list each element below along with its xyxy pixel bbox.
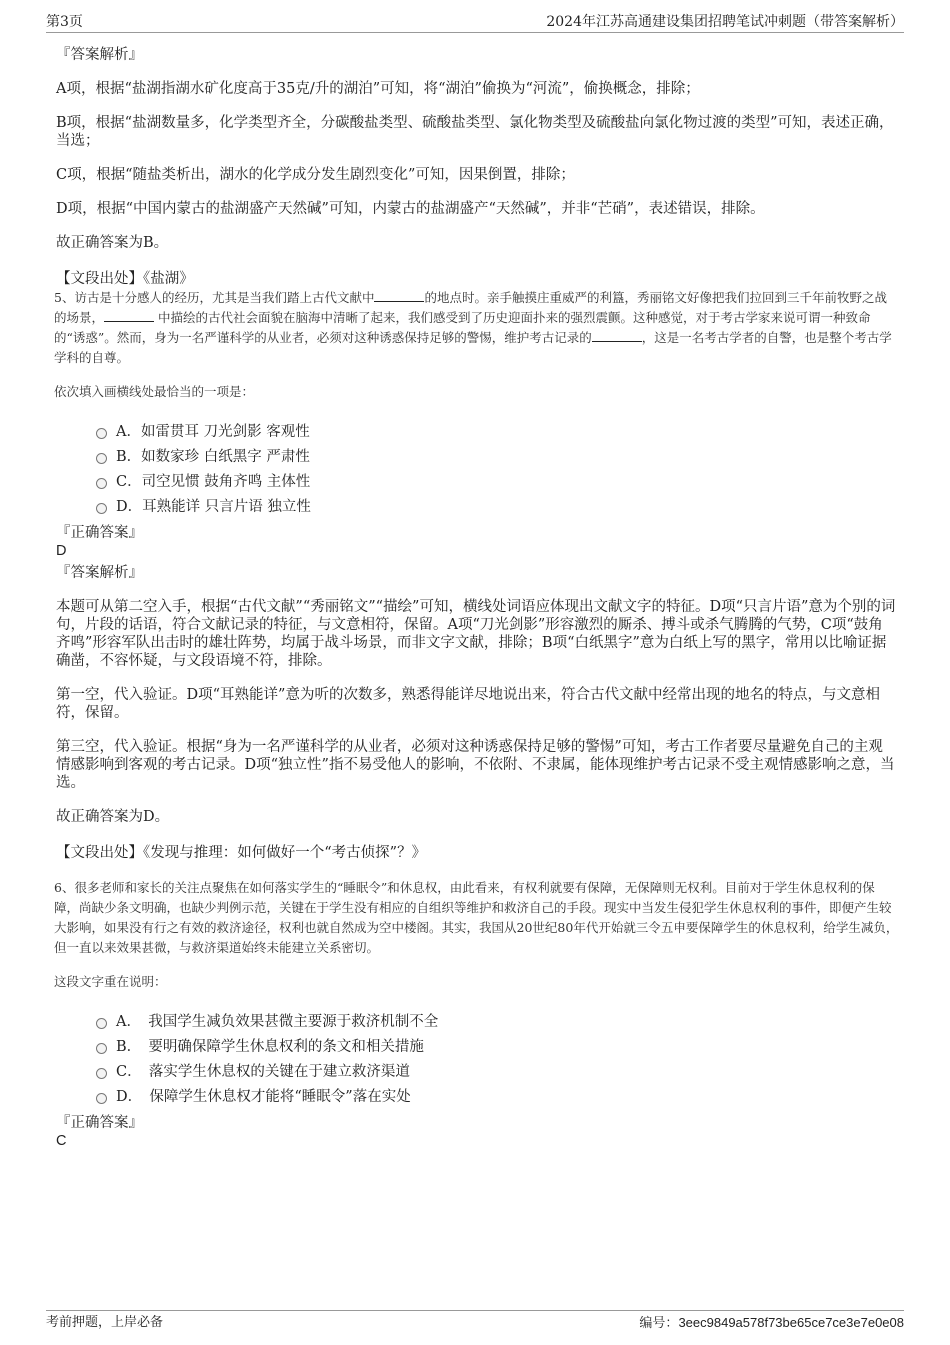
- document-body: [54, 46, 899, 1150]
- q5-analysis-2: 第一空，代入验证。D项“耳熟能详”意为听的次数多，熟悉得能详尽地说出来，符合古代文献中经常出现的地名的特点，与文意相符，保留。: [56, 687, 880, 721]
- page-number: 第3页: [46, 14, 83, 30]
- q5-options: [96, 420, 896, 520]
- radio-icon[interactable]: [96, 428, 107, 439]
- q5-option-d[interactable]: D．耳熟能详 只言片语 独立性: [96, 495, 896, 520]
- q4-source: 【文段出处】《盐湖》: [56, 271, 194, 287]
- q5-analysis-1: 本题可从第二空入手，根据“古代文献”“秀丽铭文”“描绘”可知，横线处词语应体现出文献文字的特征。D项“只言片语”意为个别的词句，片段的话语，符合文献记录的特征，与文意相符，保留。A项“刀光剑影”形容激烈的厮杀、搏斗或杀气腾腾的气势，C项“鼓角齐鸣”形容军队出击时的雄壮阵势，均属于战斗场景，而非文字文献，排除；B项“白纸黑字”意为白纸上写的黑字，常用以比喻证据确凿，不容怀疑，与文段语境不符，排除。: [56, 599, 896, 669]
- q5-answer-label: 『正确答案』: [56, 525, 143, 541]
- q5-option-b[interactable]: B．如数家珍 白纸黑字 严肃性: [96, 445, 896, 470]
- q6-option-c[interactable]: C． 落实学生休息权的关键在于建立救济渠道: [96, 1060, 896, 1085]
- q5-stem: 5、访古是十分感人的经历，尤其是当我们踏上古代文献中 的地点时。亲手触摸庄重威严的利簋，秀丽铭文好像把我们拉回到三千年前牧野之战的场景， 中描绘的古代社会面貌在脑海中清晰了起来，我们感受到了历史迎面扑来的强烈震颤。这种感觉，对于考古学家来说可谓一种致命的“诱惑”。然而，身为一名严谨科学的从业者，必须对这种诱惑保持足够的警惕，维护考古记录的 ，这是一名考古学者的自警，也是整个考古学学科的自尊。: [54, 290, 892, 365]
- q6-option-d[interactable]: D． 保障学生休息权才能将“睡眠令”落在实处: [96, 1085, 896, 1110]
- q6-options: [96, 1010, 896, 1110]
- code-value: 3eec9849a578f73be65ce7ce3e7e0e08: [678, 1315, 904, 1330]
- radio-icon[interactable]: [96, 503, 107, 514]
- q4-analysis-label: 『答案解析』: [56, 47, 143, 63]
- q6-answer-label: 『正确答案』: [56, 1115, 143, 1131]
- footer-slogan: 考前押题，上岸必备: [46, 1315, 164, 1330]
- q6-answer: C: [56, 1133, 67, 1149]
- q6-prompt: 这段文字重在说明：: [54, 974, 167, 989]
- q6-option-a[interactable]: A． 我国学生减负效果甚微主要源于救济机制不全: [96, 1010, 896, 1035]
- footer-code: [639, 1313, 904, 1334]
- q5-option-a[interactable]: A．如雷贯耳 刀光剑影 客观性: [96, 420, 896, 445]
- document-title: 2024年江苏高通建设集团招聘笔试冲刺题（带答案解析）: [546, 14, 904, 30]
- radio-icon[interactable]: [96, 478, 107, 489]
- radio-icon[interactable]: [96, 1093, 107, 1104]
- q6-option-b[interactable]: B． 要明确保障学生休息权利的条文和相关措施: [96, 1035, 896, 1060]
- q4-analysis-c: C项，根据“随盐类析出，湖水的化学成分发生剧烈变化”可知，因果倒置，排除；: [56, 167, 575, 183]
- q4-analysis-d: D项，根据“中国内蒙古的盐湖盛产天然碱”可知，内蒙古的盐湖盛产“天然碱”，并非“芒硝”，表述错误，排除。: [56, 201, 765, 217]
- radio-icon[interactable]: [96, 1068, 107, 1079]
- radio-icon[interactable]: [96, 1043, 107, 1054]
- q6-stem: 6、很多老师和家长的关注点聚焦在如何落实学生的“睡眠令”和休息权，由此看来，有权利就要有保障，无保障则无权利。目前对于学生休息权利的保障，尚缺少条文明确，也缺少判例示范，关键在于学生没有相应的自组织等维护和救济自己的手段。现实中当发生侵犯学生休息权利的事件，即便产生较大影响，如果没有行之有效的救济途径，权利也就自然成为空中楼阁。其实，我国从20世纪80年代开始就三令五申要保障学生的休息权利，给学生减负，但一直以来效果甚微，与救济渠道始终未能建立关系密切。: [54, 880, 899, 955]
- q5-source: 【文段出处】《发现与推理：如何做好一个“考古侦探”？》: [56, 845, 427, 861]
- q5-conclusion: 故正确答案为D。: [56, 809, 170, 825]
- code-label: 编号：: [639, 1316, 679, 1331]
- q5-analysis-label: 『答案解析』: [56, 565, 143, 581]
- q5-blank-3: [592, 328, 642, 342]
- radio-icon[interactable]: [96, 453, 107, 464]
- page-header: [46, 12, 904, 33]
- q5-blank-1: [374, 288, 424, 302]
- q4-analysis-b: B项，根据“盐湖数量多，化学类型齐全，分碳酸盐类型、硫酸盐类型、氯化物类型及硫酸盐向氯化物过渡的类型”可知，表述正确，当选；: [56, 115, 894, 149]
- q5-blank-2: [104, 308, 154, 322]
- radio-icon[interactable]: [96, 1018, 107, 1029]
- page-footer: [46, 1310, 904, 1333]
- q4-conclusion: 故正确答案为B。: [56, 235, 169, 251]
- q4-analysis-a: A项，根据“盐湖指湖水矿化度高于35克/升的湖泊”可知，将“湖泊”偷换为“河流”，偷换概念，排除；: [56, 81, 700, 97]
- q5-analysis-3: 第三空，代入验证。根据“身为一名严谨科学的从业者，必须对这种诱惑保持足够的警惕”可知，考古工作者要尽量避免自己的主观情感影响到客观的考古记录。D项“独立性”指不易受他人的影响，不依附、不隶属，能体现维护考古记录不受主观情感影响之意，当选。: [56, 739, 895, 791]
- q5-option-c[interactable]: C．司空见惯 鼓角齐鸣 主体性: [96, 470, 896, 495]
- q5-answer: D: [56, 543, 67, 559]
- q5-prompt: 依次填入画横线处最恰当的一项是：: [54, 384, 255, 399]
